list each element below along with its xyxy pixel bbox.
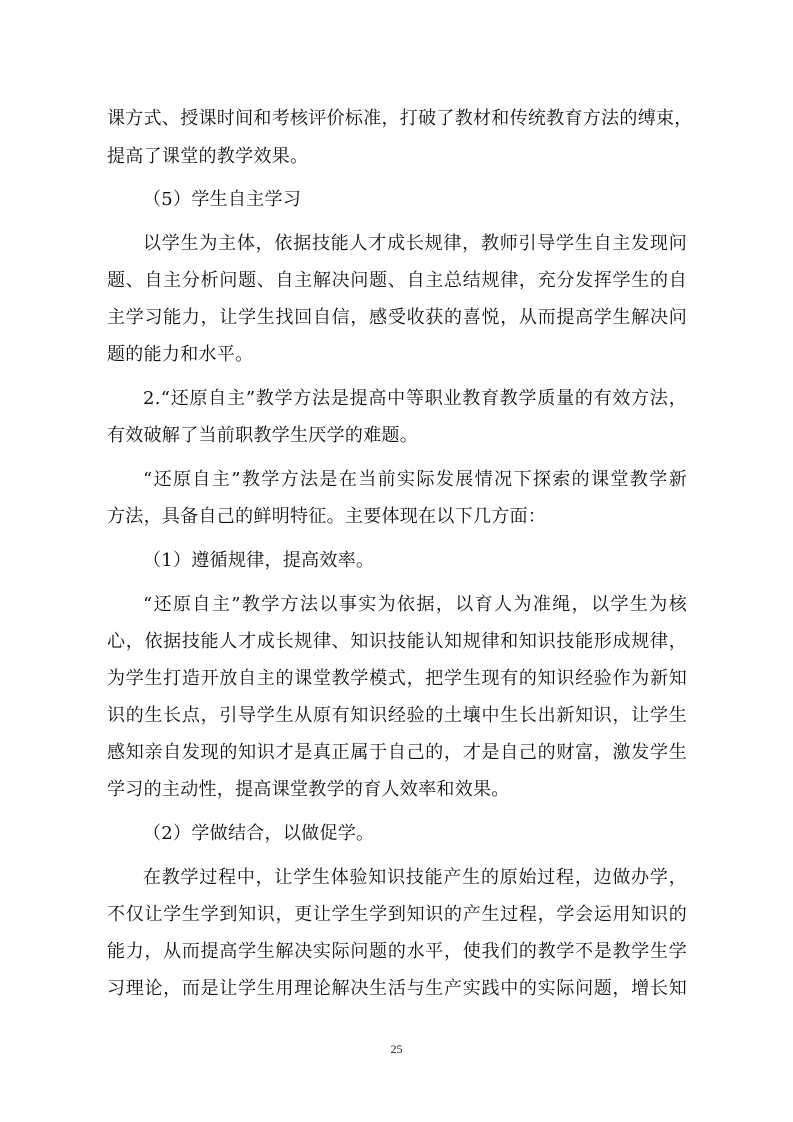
text-line: “还原自主”教学方法是在当前实际发展情况下探索的课堂教学新 [143, 469, 687, 490]
text-line: 为学生打造开放自主的课堂教学模式，把学生现有的知识经验作为新知 [107, 668, 687, 689]
text-line: 题、自主分析问题、自主解决问题、自主总结规律，充分发挥学生的自 [107, 270, 687, 291]
text-line: 心，依据技能人才成长规律、知识技能认知规律和知识技能形成规律， [107, 631, 687, 652]
text-line: 提高了课堂的教学效果。 [107, 146, 309, 167]
text-line: 习理论，而是让学生用理论解决生活与生产实践中的实际问题，增长知 [107, 978, 687, 999]
section-heading: （2）学做结合，以做促学。 [143, 823, 375, 844]
text-line: 课方式、授课时间和考核评价标准，打破了教材和传统教育方法的缚束， [107, 108, 693, 129]
text-line: 主学习能力，让学生找回自信，感受收获的喜悦，从而提高学生解决问 [107, 307, 687, 328]
text-line: “还原自主”教学方法以事实为依据，以育人为准绳，以学生为核 [143, 594, 687, 615]
text-line: 题的能力和水平。 [107, 344, 254, 365]
text-line: 在教学过程中，让学生体验知识技能产生的原始过程，边做办学， [143, 867, 687, 888]
text-line: 学习的主动性，提高课堂教学的育人效率和效果。 [107, 779, 510, 800]
page-number: 25 [390, 1042, 403, 1056]
section-heading: （5）学生自主学习 [143, 189, 302, 210]
section-heading: （1）遵循规律，提高效率。 [143, 550, 375, 571]
text-line: 以学生为主体，依据技能人才成长规律，教师引导学生自主发现问 [143, 233, 687, 254]
text-line: 识的生长点，引导学生从原有知识经验的土壤中生长出新知识，让学生 [107, 705, 687, 726]
text-line: 不仅让学生学到知识，更让学生学到知识的产生过程，学会运用知识的 [107, 904, 687, 925]
text-line: 能力，从而提高学生解决实际问题的水平，使我们的教学不是教学生学 [107, 941, 687, 962]
section-heading: 2.“还原自主”教学方法是提高中等职业教育教学质量的有效方法， [143, 388, 687, 409]
text-line: 有效破解了当前职教学生厌学的难题。 [107, 425, 419, 446]
text-line: 感知亲自发现的知识才是真正属于自己的，才是自己的财富，激发学生 [107, 742, 687, 763]
text-line: 方法，具备自己的鲜明特征。主要体现在以下几方面： [107, 506, 547, 527]
